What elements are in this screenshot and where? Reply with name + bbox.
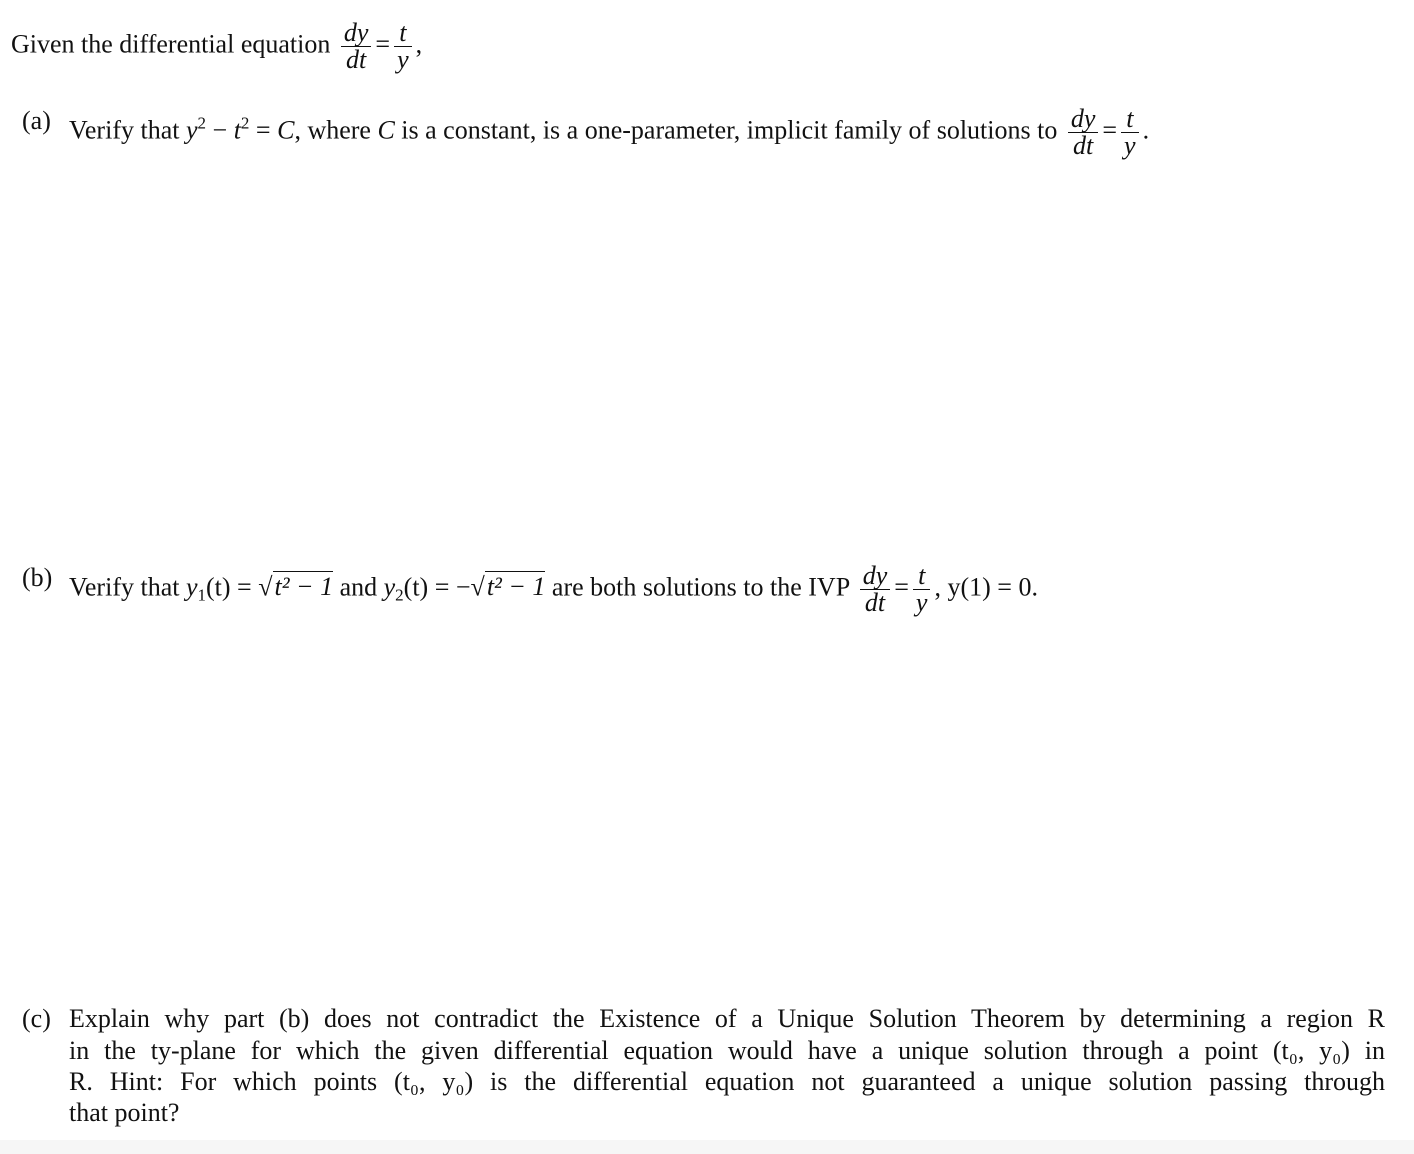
math: t: [233, 115, 241, 145]
comma: ,: [415, 29, 423, 59]
math: y: [383, 572, 396, 602]
text: and: [339, 572, 378, 602]
part-c-line-3: R. Hint: For which points (t₀, y₀) is the differential equation not guaranteed a unique solution passing through: [69, 1067, 1385, 1096]
fraction-dy-dt: [860, 563, 891, 616]
numerator: dy: [860, 563, 891, 590]
part-c-line-1: Explain why part (b) does not contradict the Existence of a Unique Solution Theorem by determining a region R: [69, 1004, 1385, 1033]
sqrt-expression: t² − 1: [486, 572, 546, 602]
part-c-line-2: in the ty-plane for which the given differential equation would have a unique solution through a point (t₀, y₀) in: [69, 1036, 1385, 1065]
math: y: [185, 572, 198, 602]
sqrt-expression: t² − 1: [274, 572, 334, 602]
initial-condition: , y(1) = 0.: [934, 572, 1038, 602]
period: .: [1142, 115, 1150, 145]
math: −: [206, 115, 234, 145]
part-a-text: Verify that $y^2 - t^2 = C$, where C is a constant, is a one-parameter, implicit family of solutions to $\frac{dy}{dt}$ = $\frac{t}{y}$ .: [69, 104, 1150, 160]
math: 2: [197, 113, 207, 133]
text: is a constant, is a one-parameter, implicit family of solutions to: [401, 115, 1058, 145]
denominator: y: [397, 45, 409, 74]
math: (t) =: [206, 572, 259, 602]
math: C: [377, 115, 395, 145]
text: , where: [294, 115, 371, 145]
numerator: dy: [341, 20, 372, 47]
part-c-label: (c): [22, 1004, 51, 1033]
math: 1: [197, 585, 207, 605]
intro-text: Given the differential equation: [11, 29, 331, 59]
fraction-t-y: [1121, 106, 1139, 159]
intro-line: [11, 20, 422, 73]
text: are both solutions to the IVP: [551, 572, 850, 602]
part-c-line-4: that point?: [69, 1098, 180, 1127]
math: 2: [395, 585, 404, 605]
math: y: [185, 115, 198, 145]
denominator: y: [915, 588, 928, 617]
denominator: y: [1124, 131, 1136, 160]
denominator: dt: [1072, 131, 1094, 160]
numerator: t: [1121, 106, 1139, 133]
numerator: t: [913, 563, 931, 590]
text: Verify that: [69, 115, 180, 145]
numerator: dy: [1068, 106, 1099, 133]
math: 2: [240, 113, 250, 133]
fraction-dy-dt: [1068, 106, 1099, 159]
part-b-label: (b): [22, 563, 53, 592]
fraction-t-y: [394, 20, 412, 73]
numerator: t: [394, 20, 412, 47]
math: (t) = −: [403, 572, 471, 602]
math: =: [249, 115, 278, 145]
math: C: [277, 115, 295, 145]
fraction-t-y: [913, 563, 931, 616]
denominator: dt: [346, 45, 367, 74]
part-b-text: Verify that $y_1(t) = √t^2 - 1$ and $y_2(t) = -√t^2 - 1$ are both solutions to the IVP $\frac{dy}{dt}$ = $\frac{t}{y}$ , y(1) = 0.: [69, 561, 1038, 617]
fraction-dy-dt: [341, 20, 372, 73]
bottom-edge: [0, 1140, 1414, 1154]
equals: =: [375, 29, 391, 59]
denominator: dt: [864, 588, 886, 617]
part-a-label: (a): [22, 106, 51, 135]
text: Verify that: [69, 572, 180, 602]
